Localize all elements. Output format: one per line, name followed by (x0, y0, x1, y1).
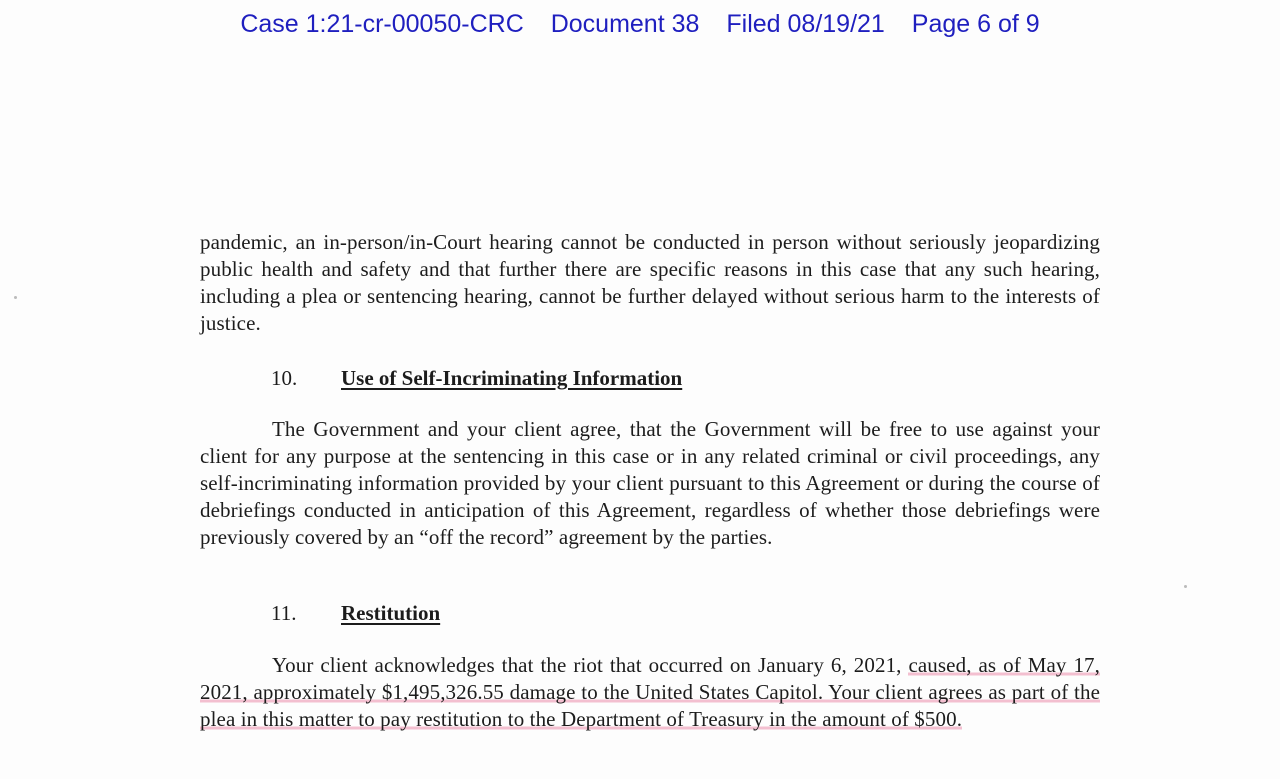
section-11-body-start: Your client acknowledges that the riot that occurred on January 6, 2021, (272, 653, 909, 677)
section-10-heading (271, 366, 682, 391)
section-11-title: Restitution (341, 601, 441, 625)
highlighted-restitution-text: caused, as of May 17, 2021, approximately $1,495,326.55 damage to the United States Capitol. Your client agrees as part of the plea in this matter to pay restitution to the Department of Treasury in the amount of $500. (200, 653, 1100, 731)
section-10-body: The Government and your client agree, that the Government will be free to use against your client for any purpose at the sentencing in this case or in any related criminal or civil proceedings, any self-incriminating information provided by your client pursuant to this Agreement or during the course of debriefings conducted in anticipation of this Agreement, regardless of whether those debriefings were previously covered by an “off the record” agreement by the parties. (200, 417, 1100, 549)
paragraph-continuation: pandemic, an in-person/in-Court hearing cannot be conducted in person without seriously jeopardizing public health and safety and that further there are specific reasons in this case that any such hearing, including a plea or sentencing hearing, cannot be further delayed without serious harm to the interests of justice. (200, 230, 1100, 335)
page-number: Page 6 of 9 (911, 10, 1040, 38)
scan-speck (14, 296, 17, 299)
section-10-paragraph (200, 416, 1100, 551)
court-filing-header (0, 10, 1280, 39)
case-number: Case 1:21-cr-00050-CRC (240, 10, 524, 38)
section-10-number: 10. (271, 366, 298, 390)
document-number: Document 38 (550, 10, 700, 38)
scan-speck (1184, 585, 1187, 588)
section-10-title: Use of Self-Incriminating Information (341, 366, 683, 390)
filed-date: Filed 08/19/21 (726, 10, 885, 38)
section-11-number: 11. (271, 601, 297, 625)
section-11-paragraph (200, 652, 1100, 733)
section-11-heading (271, 601, 440, 626)
